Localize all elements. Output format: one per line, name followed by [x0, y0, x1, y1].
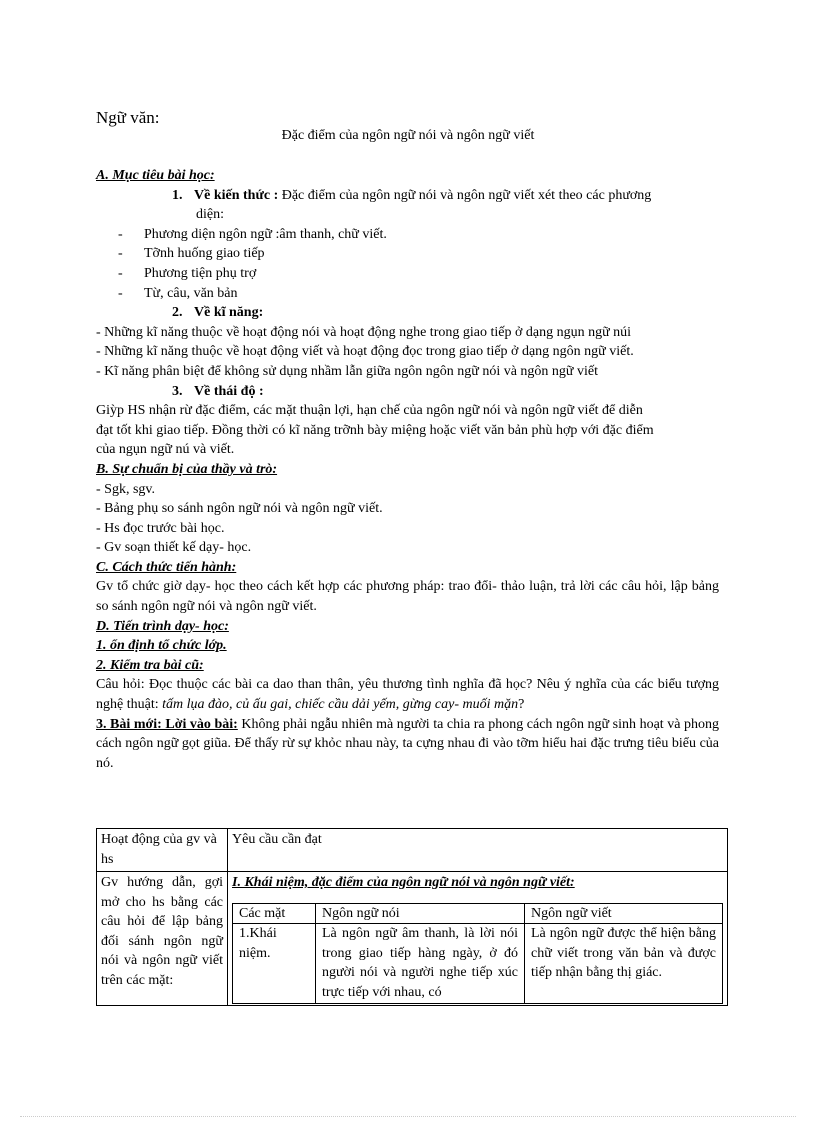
comparison-table: [232, 903, 723, 1004]
prep-item: - Bảng phụ so sánh ngôn ngữ nói và ngôn ngữ viết.: [96, 501, 383, 517]
attitude-line: của ngụn ngữ nú và viết.: [96, 442, 235, 458]
comparison-spoken: Là ngôn ngữ âm thanh, là lời nói trong giao tiếp hàng ngày, ở đó người nói và người nghe tiếp xúc trực tiếp với nhau, có: [316, 924, 525, 1003]
comparison-header: Ngôn ngữ nói: [316, 903, 525, 924]
objective-skills: 2. Về kĩ năng:: [172, 305, 264, 321]
new-lesson-intro: 3. Bài mới: Lời vào bài: Không phải ngẫu nhiên mà người ta chia ra phong cách ngôn ngữ sinh hoạt và phong cách ngôn ngữ gọt giũa. Để thấy rừ sự khỏc nhau này, ta cựng nhau đi vào tỡm hiểu hai đặc trưng tiêu biểu của nó.: [96, 716, 719, 771]
item-number: 1.: [172, 187, 183, 203]
objective-knowledge: [96, 186, 719, 206]
attitude-line: Giỳp HS nhận rừ đặc điểm, các mặt thuận lợi, hạn chế của ngôn ngữ nói và ngôn ngữ viết để diễn: [96, 403, 643, 419]
requirements-cell: [228, 872, 728, 1006]
list-item: - Phương tiện phụ trợ: [118, 265, 257, 281]
skill-item: - Những kĩ năng thuộc về hoạt động nói và hoạt động nghe trong giao tiếp ở dạng ngụn ngữ núi: [96, 324, 632, 340]
prep-item: - Sgk, sgv.: [96, 481, 155, 497]
activity-cell: Gv hướng dẫn, gợi mở cho hs bằng các câu hỏi để lập bảng đối sánh ngôn ngữ nói và ngôn ngữ viết trên các mặt:: [97, 872, 228, 1006]
item-label: Về kiến thức :: [194, 187, 279, 203]
method-text: Gv tổ chức giờ dạy- học theo cách kết hợp các phương pháp: trao đổi- thảo luận, trả lời các câu hỏi, lập bảng so sánh ngôn ngữ nói và ngôn ngữ viết.: [96, 579, 719, 615]
requirements-section-title: I. Khái niệm, đặc điểm của ngôn ngữ nói và ngôn ngữ viết:: [232, 875, 575, 890]
skill-item: - Kĩ năng phân biệt để không sử dụng nhầm lẫn giữa ngôn ngôn ngữ nói và ngôn ngữ viết: [96, 363, 599, 379]
subject-label: Ngữ văn:: [96, 108, 160, 127]
prep-item: - Gv soạn thiết kế dạy- học.: [96, 540, 252, 556]
step-2: 2. Kiểm tra bài cũ:: [96, 657, 204, 673]
section-b-heading: B. Sự chuẩn bị của thầy và trò:: [96, 461, 278, 477]
review-question: Câu hỏi: Đọc thuộc các bài ca dao than thân, yêu thương tình nghĩa đã học? Nêu ý nghĩa của các biểu tượng nghệ thuật: tấm lụa đào, củ ấu gai, chiếc cầu dải yếm, gừng cay- muối mặn?: [96, 677, 719, 713]
comparison-aspect: 1.Khái niệm.: [233, 924, 316, 1003]
page-bottom-border: [20, 1116, 796, 1117]
prep-item: - Hs đọc trước bài học.: [96, 520, 225, 536]
step-1: 1. ổn định tổ chức lớp.: [96, 638, 227, 654]
table-header-activity: Hoạt động của gv và hs: [97, 829, 228, 872]
table-header-requirements: Yêu cầu cần đạt: [228, 829, 728, 872]
skill-item: - Những kĩ năng thuộc về hoạt động viết và hoạt động đọc trong giao tiếp ở dạng ngôn ngữ viết.: [96, 344, 634, 360]
page-title: Đặc điểm của ngôn ngữ nói và ngôn ngữ viết: [281, 128, 535, 143]
lesson-table: [96, 828, 728, 1006]
attitude-line: đạt tốt khi giao tiếp. Đồng thời có kĩ năng trỡnh bày miệng hoặc viết văn bản phù hợp với đặc điểm: [96, 422, 654, 438]
list-item: - Tỡnh huống giao tiếp: [118, 246, 265, 262]
section-d-heading: D. Tiến trình dạy- học:: [96, 618, 229, 634]
section-a-heading: A. Mục tiêu bài học:: [96, 168, 215, 183]
document-body: [96, 166, 719, 773]
comparison-written: Là ngôn ngữ được thể hiện bằng chữ viết trong văn bản và được tiếp nhận bằng thị giác.: [525, 924, 723, 1003]
comparison-header: Các mặt: [233, 903, 316, 924]
item-text: Đặc điểm của ngôn ngữ nói và ngôn ngữ viết xét theo các phương: [278, 187, 652, 203]
section-c-heading: C. Cách thức tiến hành:: [96, 559, 237, 575]
list-item: - Phương diện ngôn ngữ :âm thanh, chữ viết.: [118, 226, 387, 242]
list-item: - Từ, câu, văn bản: [118, 285, 238, 301]
objective-attitude: 3. Về thái độ :: [172, 383, 264, 399]
objective-knowledge-cont: diện:: [196, 207, 224, 223]
comparison-header: Ngôn ngữ viết: [525, 903, 723, 924]
